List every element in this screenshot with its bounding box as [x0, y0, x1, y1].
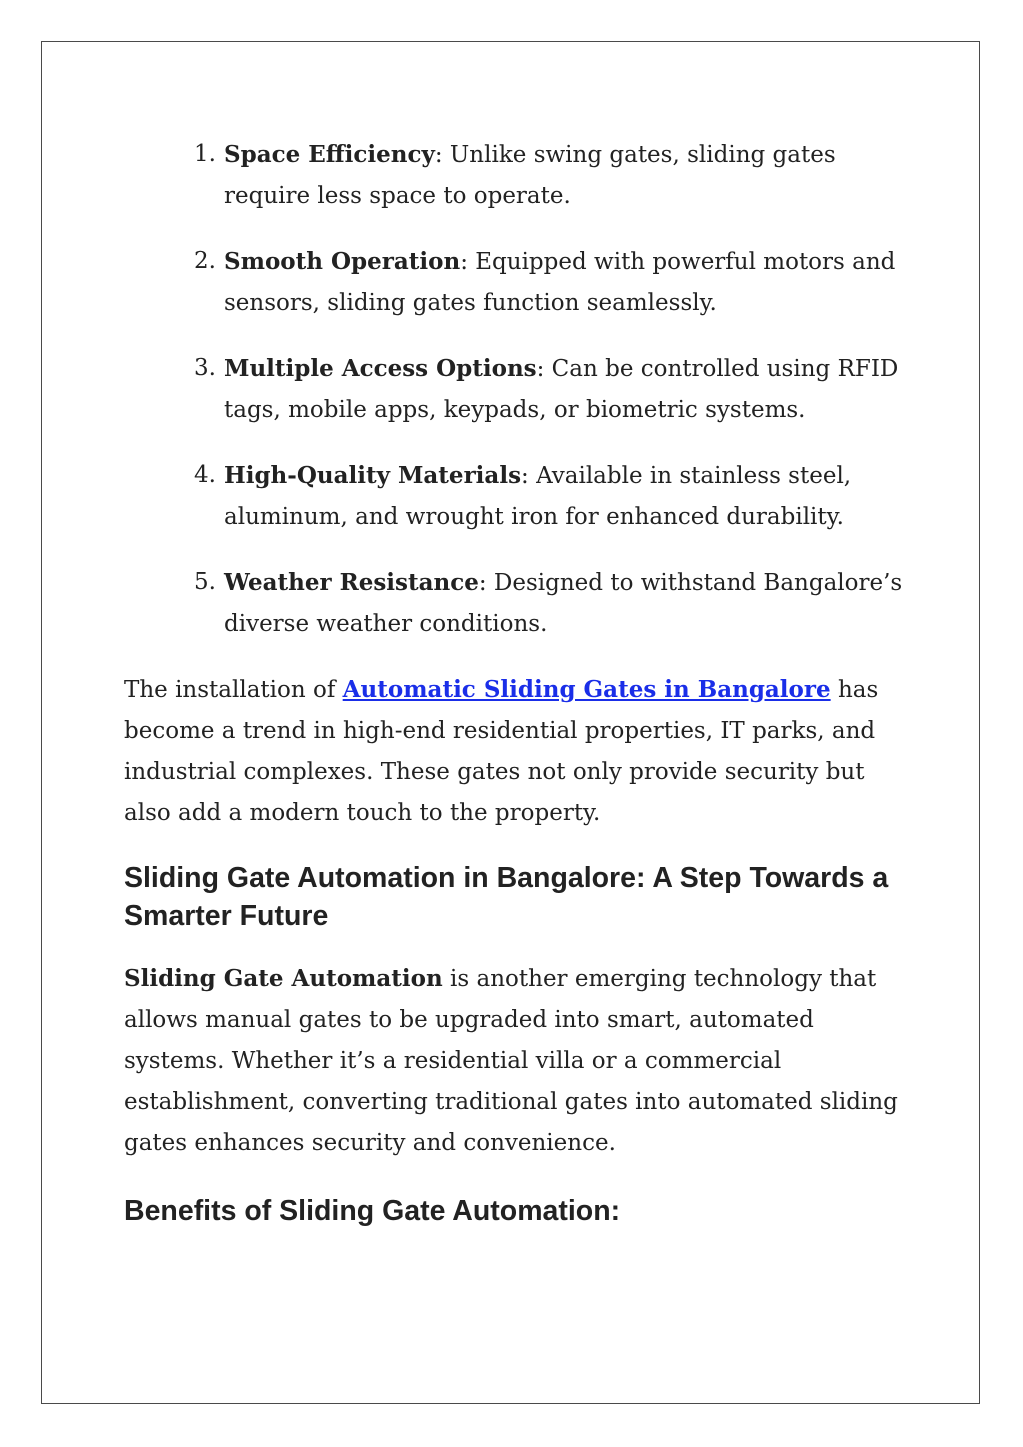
feature-title: Smooth Operation — [224, 248, 461, 275]
feature-title: High-Quality Materials — [224, 462, 522, 489]
document-page — [41, 41, 980, 1404]
list-item — [124, 348, 904, 431]
features-list — [124, 134, 904, 645]
list-item — [124, 134, 904, 217]
feature-title: Space Efficiency — [224, 141, 435, 168]
list-number: 2. — [194, 248, 216, 274]
automation-text: is another emerging technology that allows manual gates to be upgraded into smart, automated systems. Whether it’s a residential villa or a commercial establishment, converting traditional gates into automated sliding gates enhances security and convenience. — [124, 966, 898, 1156]
automation-bold: Sliding Gate Automation — [124, 965, 443, 992]
list-item — [124, 562, 904, 645]
list-number: 4. — [194, 462, 216, 488]
feature-text: : Designed to withstand Bangalore’s diverse weather conditions. — [224, 570, 903, 637]
sliding-gates-link[interactable]: Automatic Sliding Gates in Bangalore — [342, 676, 831, 703]
automation-paragraph — [124, 958, 904, 1164]
section-heading: Sliding Gate Automation in Bangalore: A Step Towards a Smarter Future — [124, 862, 889, 932]
benefits-heading: Benefits of Sliding Gate Automation: — [124, 1195, 621, 1227]
intro-text-after: has become a trend in high-end residential properties, IT parks, and industrial complexes. These gates not only provide security but also add a modern touch to the property. — [124, 677, 879, 826]
list-item — [124, 241, 904, 324]
feature-text: : Available in stainless steel, aluminum, and wrought iron for enhanced durability. — [224, 463, 852, 530]
feature-title: Multiple Access Options — [224, 355, 537, 382]
feature-text: : Can be controlled using RFID tags, mobile apps, keypads, or biometric systems. — [224, 356, 899, 423]
intro-paragraph — [124, 669, 904, 834]
intro-text-before: The installation of — [124, 677, 343, 703]
page-content — [124, 134, 904, 1230]
list-number: 5. — [194, 569, 216, 595]
feature-text: : Unlike swing gates, sliding gates require less space to operate. — [224, 142, 836, 209]
feature-text: : Equipped with powerful motors and sensors, sliding gates function seamlessly. — [224, 249, 896, 316]
list-number: 1. — [194, 141, 216, 167]
list-item — [124, 455, 904, 538]
list-number: 3. — [194, 355, 216, 381]
feature-title: Weather Resistance — [224, 569, 479, 596]
